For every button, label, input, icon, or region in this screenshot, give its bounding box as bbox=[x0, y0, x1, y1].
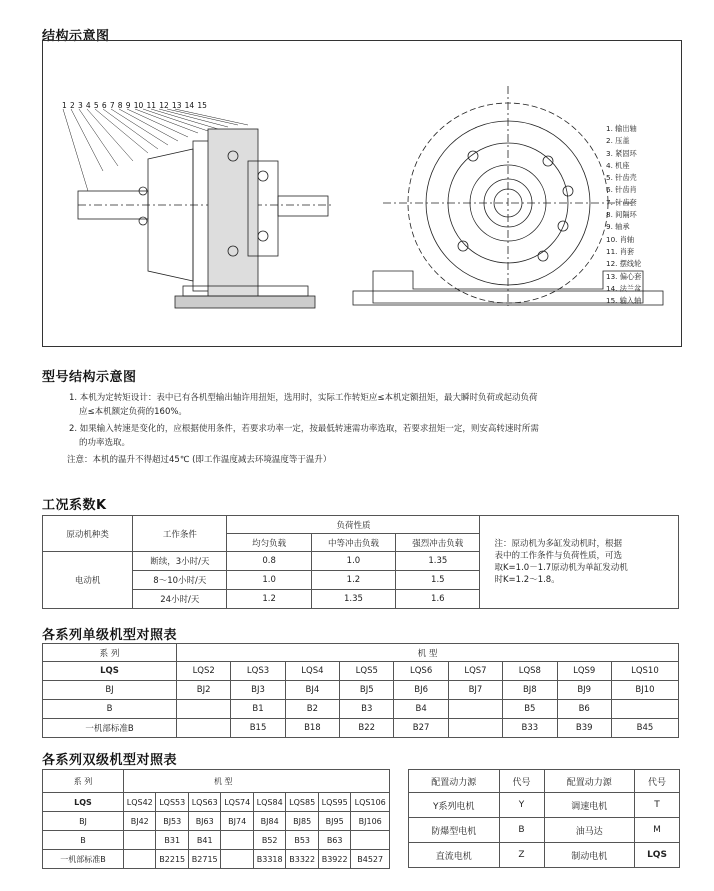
header-condition: 工作条件 bbox=[133, 516, 227, 552]
model-cell: B3322 bbox=[286, 850, 318, 869]
model-cell: B63 bbox=[318, 831, 350, 850]
model-cell: LQS6 bbox=[394, 662, 448, 681]
section-title-model-structure: 型号结构示意图 bbox=[42, 370, 137, 385]
model-cell: B2 bbox=[285, 700, 339, 719]
part-item: 7. 针齿套 bbox=[606, 197, 637, 207]
model-cell: BJ10 bbox=[611, 681, 678, 700]
power-header: 代号 bbox=[499, 770, 544, 793]
model-cell: LQS10 bbox=[611, 662, 678, 681]
part-item: 11. 肖套 bbox=[606, 246, 635, 256]
callout-number: 10 bbox=[133, 101, 144, 110]
model-cell: LQS84 bbox=[253, 793, 285, 812]
part-item: 10. 肖轴 bbox=[606, 234, 635, 244]
single-stage-table bbox=[42, 643, 679, 738]
power-code-cell: M bbox=[635, 818, 680, 843]
power-source-cell: 制动电机 bbox=[544, 843, 635, 868]
series-cell: 一机部标准B bbox=[43, 719, 177, 738]
factor-cell: 1.35 bbox=[311, 590, 395, 609]
factor-cell: 1.5 bbox=[396, 571, 480, 590]
model-cell: BJ85 bbox=[286, 812, 318, 831]
series-cell: B bbox=[43, 700, 177, 719]
power-source-cell: 调速电机 bbox=[544, 793, 635, 818]
model-cell bbox=[448, 700, 502, 719]
model-cell: BJ42 bbox=[124, 812, 156, 831]
notes-block bbox=[69, 391, 689, 467]
factor-cell: 1.6 bbox=[396, 590, 480, 609]
model-cell: BJ4 bbox=[285, 681, 339, 700]
header-model: 机 型 bbox=[124, 770, 390, 793]
model-cell bbox=[177, 700, 231, 719]
callout-number: 5 bbox=[93, 101, 99, 110]
callout-number: 3 bbox=[77, 101, 83, 110]
reducer-cross-section-diagram bbox=[43, 41, 679, 344]
header-series: 系 列 bbox=[43, 770, 124, 793]
model-cell: LQS74 bbox=[221, 793, 253, 812]
model-cell: BJ106 bbox=[351, 812, 390, 831]
series-cell: BJ bbox=[43, 681, 177, 700]
part-item: 12. 摆线轮 bbox=[606, 259, 642, 269]
condition-cell: 24小时/天 bbox=[133, 590, 227, 609]
model-cell: BJ8 bbox=[503, 681, 557, 700]
model-cell: B45 bbox=[611, 719, 678, 738]
factor-cell: 1.2 bbox=[227, 590, 311, 609]
model-cell: B4 bbox=[394, 700, 448, 719]
model-cell: BJ74 bbox=[221, 812, 253, 831]
section-title-single-stage: 各系列单级机型对照表 bbox=[42, 628, 178, 643]
service-factor-table bbox=[42, 515, 679, 609]
model-cell: LQS63 bbox=[188, 793, 220, 812]
callout-number: 7 bbox=[109, 101, 115, 110]
model-cell: LQS42 bbox=[124, 793, 156, 812]
header-load: 负荷性质 bbox=[227, 516, 480, 534]
part-item: 8. 间隔环 bbox=[606, 210, 637, 220]
model-cell: B6 bbox=[557, 700, 611, 719]
callout-number: 8 bbox=[117, 101, 123, 110]
series-cell: LQS bbox=[43, 662, 177, 681]
part-item: 2. 压盖 bbox=[606, 136, 630, 146]
model-cell: BJ3 bbox=[231, 681, 285, 700]
note-1-line-2: 应≤本机额定负荷的160%。 bbox=[79, 407, 187, 417]
section-title-structure: 结构示意图 bbox=[42, 29, 110, 44]
series-cell: 一机部标准B bbox=[43, 850, 124, 869]
header-motor-type: 原动机种类 bbox=[43, 516, 133, 552]
section-title-double-stage: 各系列双级机型对照表 bbox=[42, 753, 178, 768]
model-cell bbox=[124, 831, 156, 850]
factor-cell: 1.0 bbox=[311, 552, 395, 571]
factor-cell: 1.0 bbox=[227, 571, 311, 590]
part-item: 4. 机座 bbox=[606, 160, 630, 170]
model-cell: B1 bbox=[231, 700, 285, 719]
model-cell: B33 bbox=[503, 719, 557, 738]
power-code-cell: LQS bbox=[635, 843, 680, 868]
model-cell bbox=[221, 850, 253, 869]
service-factor-note: 注：原动机为多缸发动机时，根据 表中的工作条件与负荷性质，可选 取K=1.0－1.7原动机为单缸发动机 时K=1.2～1.8。 bbox=[480, 516, 679, 609]
model-cell bbox=[177, 719, 231, 738]
part-item: 3. 紧固环 bbox=[606, 148, 637, 158]
power-code-cell: B bbox=[499, 818, 544, 843]
model-cell: LQS3 bbox=[231, 662, 285, 681]
power-source-table bbox=[408, 769, 680, 868]
part-item: 13. 偏心套 bbox=[606, 271, 642, 281]
model-cell: B18 bbox=[285, 719, 339, 738]
model-cell: BJ53 bbox=[156, 812, 188, 831]
series-cell: BJ bbox=[43, 812, 124, 831]
part-item: 1. 输出轴 bbox=[606, 124, 637, 133]
model-cell: B5 bbox=[503, 700, 557, 719]
model-cell: B3922 bbox=[318, 850, 350, 869]
power-source-cell: 油马达 bbox=[544, 818, 635, 843]
condition-cell: 8～10小时/天 bbox=[133, 571, 227, 590]
double-stage-table bbox=[42, 769, 390, 869]
header-series: 系 列 bbox=[43, 644, 177, 662]
model-cell: LQS53 bbox=[156, 793, 188, 812]
model-cell bbox=[124, 850, 156, 869]
condition-cell: 断续，3小时/天 bbox=[133, 552, 227, 571]
model-cell: BJ5 bbox=[340, 681, 394, 700]
motor-type-cell: 电动机 bbox=[43, 552, 133, 609]
model-cell bbox=[351, 831, 390, 850]
model-cell: B2215 bbox=[156, 850, 188, 869]
model-cell bbox=[611, 700, 678, 719]
model-cell: LQS4 bbox=[285, 662, 339, 681]
model-cell: BJ63 bbox=[188, 812, 220, 831]
power-source-cell: Y系列电机 bbox=[409, 793, 500, 818]
model-cell: LQS95 bbox=[318, 793, 350, 812]
model-cell: LQS106 bbox=[351, 793, 390, 812]
callout-number: 6 bbox=[101, 101, 107, 110]
part-item: 9. 轴承 bbox=[606, 222, 630, 232]
model-cell: BJ6 bbox=[394, 681, 448, 700]
model-cell: LQS5 bbox=[340, 662, 394, 681]
factor-cell: 0.8 bbox=[227, 552, 311, 571]
model-cell: BJ7 bbox=[448, 681, 502, 700]
power-header: 代号 bbox=[635, 770, 680, 793]
power-header: 配置动力源 bbox=[544, 770, 635, 793]
header-model: 机 型 bbox=[177, 644, 679, 662]
model-cell: LQS85 bbox=[286, 793, 318, 812]
model-cell: B2715 bbox=[188, 850, 220, 869]
model-cell bbox=[448, 719, 502, 738]
callout-number: 4 bbox=[85, 101, 91, 110]
section-title-service-factor: 工况系数K bbox=[42, 498, 107, 513]
model-cell: B41 bbox=[188, 831, 220, 850]
model-cell: B31 bbox=[156, 831, 188, 850]
factor-cell: 1.2 bbox=[311, 571, 395, 590]
callout-number: 1 bbox=[62, 101, 67, 110]
power-header: 配置动力源 bbox=[409, 770, 500, 793]
note-2-line-1: 2. 如果输入转速是变化的，应根据使用条件，若要求功率一定，按最低转速需功率选取，若要求扭矩一定，则安高转速时所需 bbox=[69, 424, 539, 434]
callout-number: 2 bbox=[69, 101, 75, 110]
model-cell: B3318 bbox=[253, 850, 285, 869]
note-3: 注意：本机的温升不得超过45℃ (即工作温度减去环境温度等于温升） bbox=[67, 455, 332, 465]
model-cell: LQS8 bbox=[503, 662, 557, 681]
series-cell: B bbox=[43, 831, 124, 850]
load-type: 中等冲击负载 bbox=[311, 534, 395, 552]
model-cell: BJ95 bbox=[318, 812, 350, 831]
callout-number: 15 bbox=[197, 101, 207, 110]
parts-list bbox=[606, 123, 641, 307]
part-item: 14. 法兰盆 bbox=[606, 283, 642, 293]
callout-number: 13 bbox=[171, 101, 182, 110]
model-cell: B22 bbox=[340, 719, 394, 738]
model-cell: BJ84 bbox=[253, 812, 285, 831]
note-2-line-2: 的功率选取。 bbox=[79, 438, 131, 448]
model-cell: BJ9 bbox=[557, 681, 611, 700]
callout-number: 11 bbox=[146, 101, 156, 110]
part-item: 15. 输入轴 bbox=[606, 296, 642, 306]
model-cell: B15 bbox=[231, 719, 285, 738]
callout-number: 9 bbox=[125, 101, 131, 110]
model-cell: LQS9 bbox=[557, 662, 611, 681]
series-cell: LQS bbox=[43, 793, 124, 812]
part-item: 6. 针齿肖 bbox=[606, 185, 637, 195]
factor-cell: 1.35 bbox=[396, 552, 480, 571]
model-cell: B4527 bbox=[351, 850, 390, 869]
power-code-cell: Z bbox=[499, 843, 544, 868]
model-cell bbox=[221, 831, 253, 850]
power-source-cell: 防爆型电机 bbox=[409, 818, 500, 843]
callout-number: 14 bbox=[184, 101, 195, 110]
part-item: 5. 针齿壳 bbox=[606, 173, 637, 183]
model-cell: LQS7 bbox=[448, 662, 502, 681]
side-section-view bbox=[78, 129, 333, 308]
model-cell: B39 bbox=[557, 719, 611, 738]
model-cell: LQS2 bbox=[177, 662, 231, 681]
model-cell: B53 bbox=[286, 831, 318, 850]
model-cell: B3 bbox=[340, 700, 394, 719]
load-type: 均匀负载 bbox=[227, 534, 311, 552]
power-source-cell: 直流电机 bbox=[409, 843, 500, 868]
note-1-line-1: 1. 本机为定转矩设计：表中已有各机型输出轴许用扭矩，选用时，实际工作转矩应≤本机定额扭矩，最大瞬时负荷或起动负荷 bbox=[69, 393, 538, 403]
model-cell: BJ2 bbox=[177, 681, 231, 700]
model-cell: B52 bbox=[253, 831, 285, 850]
power-code-cell: T bbox=[635, 793, 680, 818]
model-cell: B27 bbox=[394, 719, 448, 738]
callout-number: 12 bbox=[159, 101, 169, 110]
power-code-cell: Y bbox=[499, 793, 544, 818]
load-type: 强烈冲击负载 bbox=[396, 534, 480, 552]
